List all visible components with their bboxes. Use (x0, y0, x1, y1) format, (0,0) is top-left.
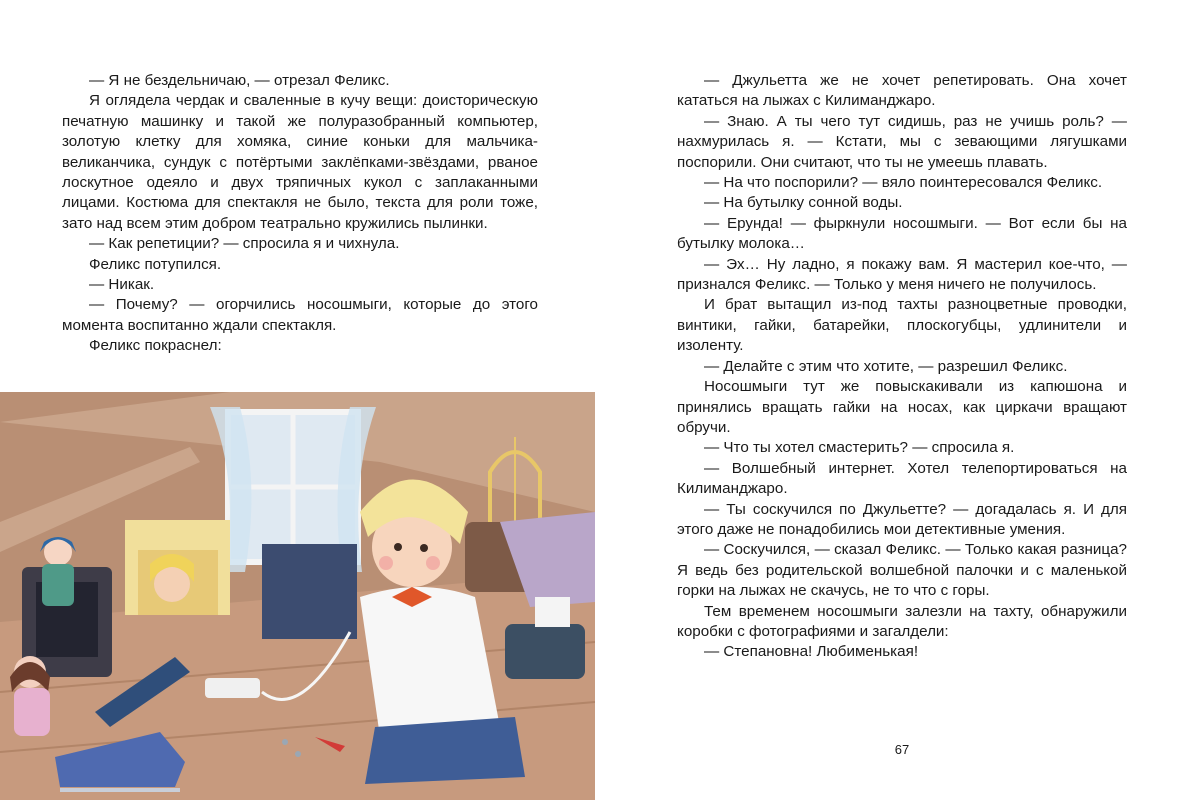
paragraph: — Ерунда! — фыркнули носошмыги. — Вот если бы на бутылку молока… (677, 214, 1127, 253)
right-page (595, 0, 1190, 800)
boy-eye (420, 544, 428, 552)
paragraph: — Знаю. А ты чего тут сидишь, раз не учишь роль? — нахмурилась я. — Кстати, мы с зевающими лягушками поспорили. Они считают, что ты не умеешь плавать. (677, 112, 1127, 171)
paragraph: Носошмыги тут же повыскакивали из капюшона и принялись вращать гайки на носах, как циркачи вращают обручи. (677, 378, 1127, 436)
right-page-text (677, 71, 1127, 663)
attic-illustration (0, 392, 595, 800)
paragraph: — Делайте с этим что хотите, — разрешил Феликс. (704, 357, 1068, 375)
paragraph: — Волшебный интернет. Хотел телепортироваться на Килиманджаро. (677, 459, 1127, 498)
paragraph: — На бутылку сонной воды. (704, 194, 903, 212)
screw (295, 751, 301, 757)
left-page-text (62, 71, 538, 357)
computer-case (262, 544, 357, 639)
paragraph: — Степановна! Любименькая! (704, 643, 919, 661)
boy-cheek (379, 556, 393, 570)
boy-eye (394, 543, 402, 551)
doll-body (42, 564, 74, 606)
paragraph: — Никак. (89, 276, 155, 294)
paragraph: — Эх… Ну ладно, я покажу вам. Я мастерил кое-что, — признался Феликс. — Только у меня ничего не получилось. (677, 255, 1127, 294)
paragraph: — На что поспорили? — вяло поинтересовался Феликс. (704, 174, 1103, 192)
page-number: 67 (894, 742, 910, 757)
paragraph: Феликс потупился. (89, 255, 222, 273)
typewriter-paper (535, 597, 570, 627)
paragraph: — Что ты хотел смастерить? — спросила я. (704, 439, 1015, 457)
extension-cord (205, 678, 260, 698)
boy-jeans (365, 717, 525, 784)
paragraph: — Как репетиции? — спросила я и чихнула. (89, 235, 400, 253)
paragraph: Феликс покраснел: (89, 337, 222, 355)
doll-dress (14, 688, 50, 736)
screw (282, 739, 288, 745)
paragraph: — Соскучился, — сказал Феликс. — Только какая разница? Я ведь без родительской волшебной палочки и с маленькой горки на лыжах не скачусь, не то что с горы. (677, 541, 1127, 600)
paragraph: — Почему? — огорчились носошмыги, которые до этого момента воспитанно ждали спектакля. (62, 296, 538, 334)
paragraph: И брат вытащил из-под тахты разноцветные проводки, винтики, гайки, батарейки, плоскогубцы, удлинители и изоленту. (677, 296, 1127, 355)
paragraph: — Джульетта же не хочет репетировать. Она хочет кататься на лыжах с Килиманджаро. (677, 72, 1127, 110)
paragraph: Я оглядела чердак и сваленные в кучу вещи: доисторическую печатную машинку и такой же полуразобранный компьютер, золотую клетку для хомяка, синие коньки для мальчика-великанчика, сундук с потёртыми заклёпками-звёздами, рваное лоскутное одеяло и двух тряпичных кукол с заплаканными лицами. Костюма для спектакля не было, текста для роли тоже, зато над всем этим добром театрально кружились пылинки. (62, 92, 538, 232)
paragraph: — Я не бездельничаю, — отрезал Феликс. (89, 72, 390, 89)
boy-cheek (426, 556, 440, 570)
typewriter (505, 624, 585, 679)
illustration-svg (0, 392, 595, 800)
paragraph: Тем временем носошмыги залезли на тахту, обнаружили коробки с фотографиями и загалдели: (677, 602, 1127, 640)
paragraph: — Ты соскучился по Джульетте? — догадалась я. И для этого даже не понадобились мои детективные умения. (677, 500, 1127, 538)
